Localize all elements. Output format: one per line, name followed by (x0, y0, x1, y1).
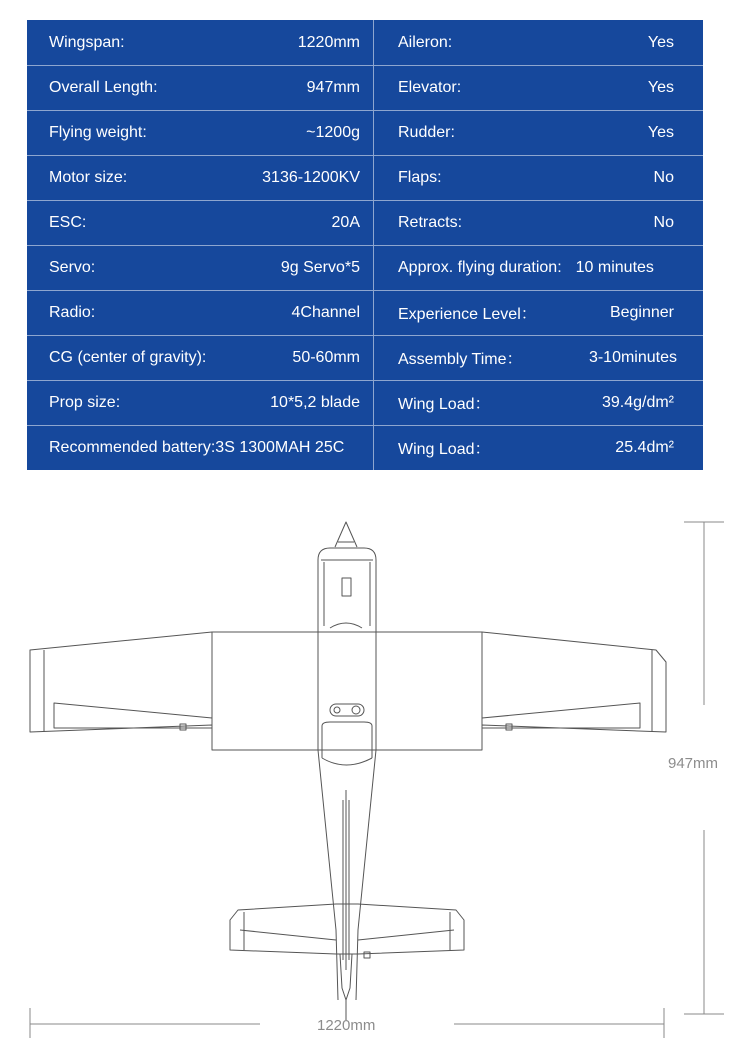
spec-value: 1220mm (297, 33, 360, 51)
spec-row-experience-level (374, 290, 703, 335)
spec-label: Approx. flying duration: (398, 258, 562, 276)
spec-label: Radio: (49, 303, 96, 321)
spec-label: Servo: (49, 258, 96, 276)
spec-row-overall-length (27, 65, 373, 110)
rear-canopy-bottom (322, 758, 372, 765)
wing-bolt-right (352, 706, 360, 714)
spec-label: Experience Level： (398, 306, 537, 323)
spec-value: Yes (647, 78, 674, 96)
airplane-drawing (0, 500, 750, 1052)
spec-row-flying-weight (27, 110, 373, 155)
spec-label: Flying weight: (49, 123, 147, 141)
spec-value: 3136-1200KV (262, 168, 360, 186)
spec-row-battery (27, 425, 373, 470)
spec-row-aileron (374, 20, 703, 65)
spec-label: Motor size: (49, 168, 128, 186)
elevator-horn (364, 952, 370, 958)
spec-table (27, 20, 703, 470)
spec-value: Yes (647, 33, 674, 51)
spec-row-flaps (374, 155, 703, 200)
airplane-topview-illustration (0, 500, 750, 1052)
spec-label: Elevator: (398, 78, 462, 96)
span-dimension-label: 1220mm (317, 1017, 376, 1034)
spec-row-servo (27, 245, 373, 290)
spec-label: Rudder: (398, 123, 455, 141)
spec-label: Flaps: (398, 168, 442, 186)
row-separator (27, 290, 703, 291)
spec-row-cg (27, 335, 373, 380)
spec-label: Aileron: (398, 33, 453, 51)
spec-row-assembly-time (374, 335, 703, 380)
spec-row-elevator (374, 65, 703, 110)
spec-row-flying-duration (374, 245, 703, 290)
battery-hatch (342, 578, 351, 596)
horizontal-stabilizer (230, 904, 464, 954)
spec-row-prop-size (27, 380, 373, 425)
spec-value: No (653, 168, 674, 186)
spec-value: 3-10minutes (588, 348, 677, 366)
canopy-front (330, 623, 362, 628)
row-separator (27, 110, 703, 111)
fuselage-nose-outline (318, 548, 376, 632)
elevator-hinge-line (240, 930, 454, 940)
wing-bolt-plate (330, 704, 364, 716)
cockpit-outline (324, 562, 370, 626)
spec-value: 25.4dm² (615, 438, 674, 456)
tail-boom (318, 750, 376, 1000)
right-aileron-horn (506, 724, 512, 730)
spec-value: 947mm (306, 78, 360, 96)
left-aileron-horn (180, 724, 186, 730)
spec-label: Wingspan: (49, 33, 125, 51)
spec-label: Wing Load： (398, 396, 491, 413)
row-separator (27, 335, 703, 336)
main-wing-outline (30, 632, 666, 750)
spec-label: Prop size: (49, 393, 121, 411)
spec-row-rudder (374, 110, 703, 155)
spec-value: No (653, 213, 674, 231)
spec-value: 20A (331, 213, 360, 231)
fuselage-sides (318, 632, 376, 750)
wing-panel-line (212, 632, 482, 750)
spec-label: Retracts: (398, 213, 463, 231)
spec-label: Assembly Time： (398, 351, 523, 368)
spec-row-retracts (374, 200, 703, 245)
row-separator (27, 65, 703, 66)
spec-value: 39.4g/dm² (601, 393, 674, 411)
spec-row-esc (27, 200, 373, 245)
wingtip-line (44, 650, 652, 732)
stabilizer-tip-line (244, 912, 450, 950)
spec-row-wing-load (374, 380, 703, 425)
spec-value: 50-60mm (292, 348, 360, 366)
spinner-outline (335, 522, 357, 547)
spec-label: Overall Length: (49, 78, 158, 96)
spec-row-motor-size (27, 155, 373, 200)
rear-canopy (322, 722, 372, 758)
spec-value: 9g Servo*5 (280, 258, 360, 276)
row-separator (27, 245, 703, 246)
spec-value: 10*5,2 blade (270, 393, 360, 411)
row-separator (27, 200, 703, 201)
spec-row-wingspan (27, 20, 373, 65)
spec-label: ESC: (49, 213, 87, 231)
left-aileron (54, 703, 212, 728)
length-dimension-label: 947mm (668, 755, 719, 772)
spec-label: Wing Load： (398, 441, 491, 458)
row-separator (27, 155, 703, 156)
spec-value: 4Channel (291, 303, 360, 321)
row-separator (27, 425, 703, 426)
spec-value: 10 minutes (575, 258, 654, 276)
spec-label: Recommended battery:3S 1300MAH 25C (49, 438, 345, 456)
spec-row-wing-area (374, 425, 703, 470)
spec-row-radio (27, 290, 373, 335)
spec-value: Yes (647, 123, 674, 141)
row-separator (27, 380, 703, 381)
spec-label: CG (center of gravity): (49, 348, 207, 366)
spec-value: Beginner (609, 303, 674, 321)
wing-bolt-left (334, 707, 340, 713)
spec-value: ~1200g (306, 123, 360, 141)
